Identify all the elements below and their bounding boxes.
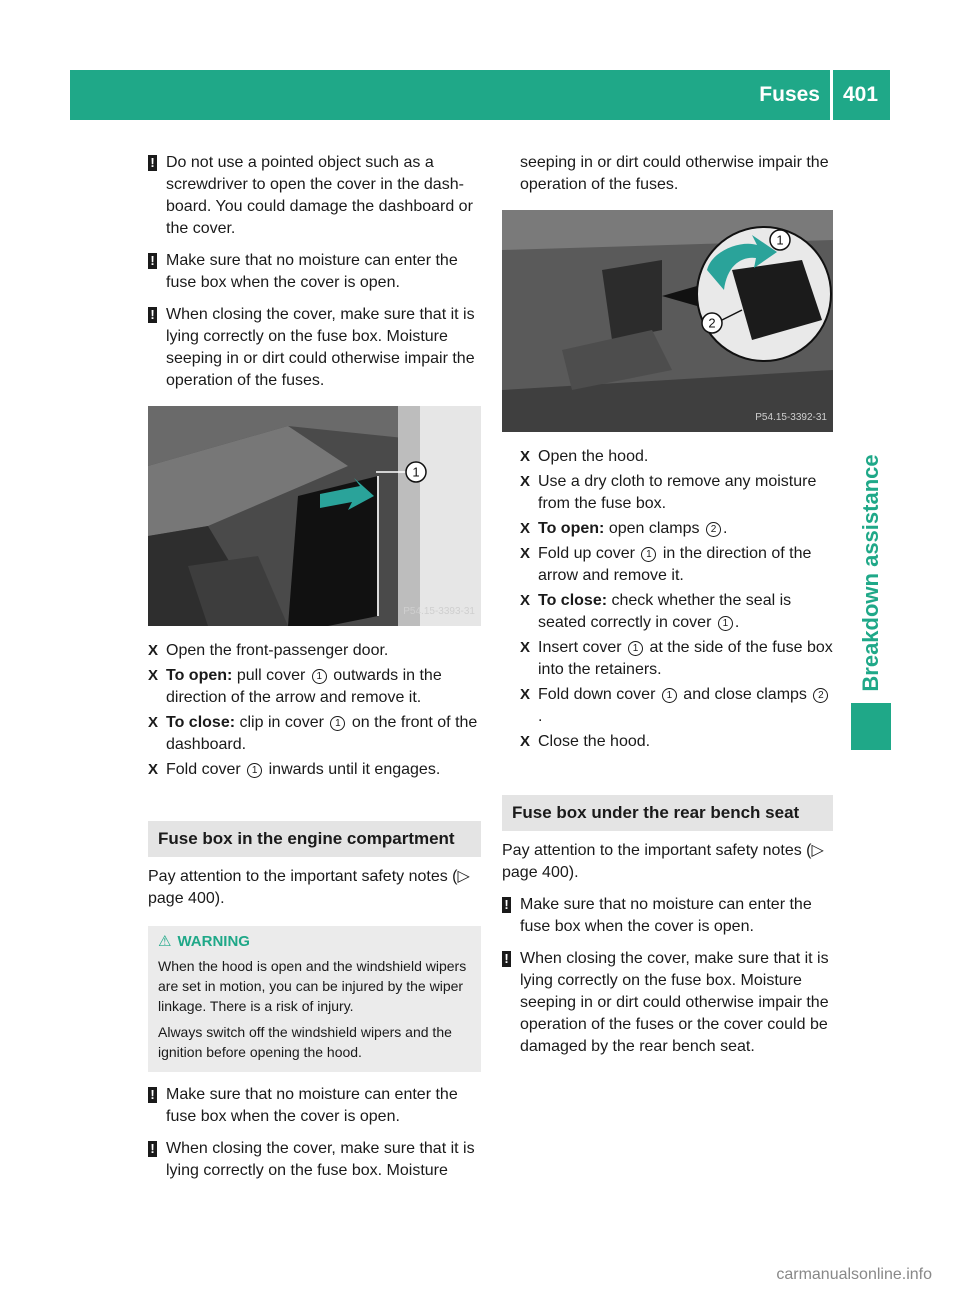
step-marker-icon: X (148, 761, 159, 778)
step-marker-icon: X (520, 473, 531, 490)
intro-text-main: Pay attention to the important safety notes ( (148, 868, 458, 885)
notice (148, 304, 481, 392)
notice-text: Do not use a pointed object such as a screwdriver to open the cover in the dashboard. You could damage the dashboard or the cover. (166, 154, 473, 237)
warning-text: When the hood is open and the windshield wipers are set in motion, you can be injured by the wiper linkage. There is a risk of injury. (158, 958, 467, 1014)
step-text: at the side of the fuse box into the retainers. (538, 639, 833, 678)
step-marker-icon: X (148, 714, 159, 731)
notice (148, 1084, 481, 1128)
intro-text (502, 840, 833, 884)
notice (148, 152, 481, 240)
step-marker-icon: X (520, 520, 531, 537)
step-text: pull cover (236, 667, 306, 684)
step-text: check whether the seal is seated correctly in cover (538, 592, 792, 631)
side-tab-label: Breakdown assistance (858, 454, 883, 692)
exclamation-icon: ! (148, 1141, 157, 1157)
warning-box (148, 926, 481, 1072)
step-text: Open the front-passenger door. (166, 642, 389, 659)
callout-1: 1 (330, 716, 345, 731)
step-text: . (722, 520, 728, 537)
step-text: Insert cover (538, 639, 622, 656)
callout-1: 1 (628, 641, 643, 656)
callout-1: 1 (312, 669, 327, 684)
step-marker-icon: X (520, 448, 531, 465)
step-marker-icon: X (520, 545, 531, 562)
step-text: clip in cover (239, 714, 324, 731)
step-text: Use a dry cloth to remove any moisture from the fuse box. (538, 473, 817, 512)
step (148, 640, 481, 662)
step-text: Close the hood. (538, 733, 651, 750)
step-text: Fold down cover (538, 686, 656, 703)
step-label: To open: (166, 667, 233, 684)
warning-heading (158, 932, 471, 952)
step-text: on the front of the dashboard. (166, 714, 478, 753)
side-tab-marker (851, 703, 891, 750)
callout-1: 1 (776, 232, 784, 248)
notice-text: When closing the cover, make sure that it is lying correctly on the fuse box. Moisture seeping in or dirt could otherwise impair the operation of the fuses or the cover could be damaged by the rear bench seat. (520, 950, 829, 1055)
exclamation-icon: ! (148, 155, 157, 171)
page-reference[interactable]: page 400). (502, 864, 579, 881)
step (520, 590, 833, 634)
notice-text: Make sure that no moisture can enter the fuse box when the cover is open. (166, 1086, 458, 1125)
notice-text: When closing the cover, make sure that it is lying correctly on the fuse box. Moisture seeping in or dirt could otherwise impair the operation of the fuses. (166, 306, 475, 389)
intro-text-main: Pay attention to the important safety notes ( (502, 842, 812, 859)
step-text: Fold cover (166, 761, 241, 778)
side-tab (851, 448, 891, 698)
right-column (502, 152, 833, 1068)
warning-title: WARNING (177, 933, 250, 950)
callout-1: 1 (412, 464, 420, 480)
notice (502, 948, 833, 1058)
step (520, 471, 833, 515)
dashboard-fuse-photo (148, 406, 481, 626)
notice-text: When closing the cover, make sure that it is lying correctly on the fuse box. Moisture (166, 1140, 475, 1179)
callout-2: 2 (706, 522, 721, 537)
step-text: in the direction of the arrow and remove it. (538, 545, 812, 584)
section-title: Fuse box in the engine compartment (148, 821, 481, 857)
exclamation-icon: ! (502, 951, 511, 967)
step-text: outwards in the direction of the arrow and remove it. (166, 667, 442, 706)
photo-code: P54.15-3392-31 (755, 412, 827, 423)
section-title: Fuse box under the rear bench seat (502, 795, 833, 831)
page-number: 401 (843, 83, 879, 106)
step (148, 759, 481, 781)
warning-text: Always switch off the windshield wipers and the ignition before opening the hood. (158, 1024, 452, 1060)
page-header (70, 70, 890, 120)
chapter-title: Fuses (759, 83, 820, 106)
step-text: Open the hood. (538, 448, 649, 465)
notice (148, 250, 481, 294)
step-label: To close: (538, 592, 608, 609)
header-divider (830, 70, 833, 120)
exclamation-icon: ! (148, 1087, 157, 1103)
page-reference-arrow-icon: ▷ (811, 842, 824, 859)
notice-text: Make sure that no moisture can enter the fuse box when the cover is open. (166, 252, 458, 291)
callout-1: 1 (641, 547, 656, 562)
continued-text: seeping in or dirt could otherwise impair the operation of the fuses. (520, 154, 829, 193)
exclamation-icon: ! (148, 253, 157, 269)
warning-triangle-icon: ⚠ (158, 933, 172, 950)
step-label: To close: (166, 714, 236, 731)
step (520, 684, 833, 728)
step-label: To open: (538, 520, 605, 537)
page-reference[interactable]: page 400). (148, 890, 225, 907)
callout-2: 2 (813, 688, 828, 703)
step-text: . (734, 614, 740, 631)
step (148, 665, 481, 709)
callout-1: 1 (718, 616, 733, 631)
callout-1: 1 (662, 688, 677, 703)
exclamation-icon: ! (502, 897, 511, 913)
step-text: and close clamps (683, 686, 807, 703)
step-marker-icon: X (148, 642, 159, 659)
engine-fuse-photo (502, 210, 833, 432)
photo-code: P54.15-3393-31 (403, 606, 475, 617)
callout-2: 2 (708, 315, 716, 331)
step (520, 637, 833, 681)
intro-text (148, 866, 481, 910)
notice-text: Make sure that no moisture can enter the fuse box when the cover is open. (520, 896, 812, 935)
step-marker-icon: X (148, 667, 159, 684)
page-reference-arrow-icon: ▷ (457, 868, 470, 885)
step (520, 731, 833, 753)
step-marker-icon: X (520, 639, 531, 656)
notice (148, 1138, 481, 1182)
exclamation-icon: ! (148, 307, 157, 323)
step-marker-icon: X (520, 592, 531, 609)
step-text: . (538, 708, 543, 725)
step (520, 518, 833, 540)
step-marker-icon: X (520, 686, 531, 703)
notice (502, 894, 833, 938)
step-marker-icon: X (520, 733, 531, 750)
step (148, 712, 481, 756)
engine-compartment-illustration (502, 210, 833, 432)
dashboard-illustration (148, 406, 481, 626)
step (520, 446, 833, 468)
footer-watermark: carmanualsonline.info (776, 1266, 932, 1283)
step (520, 543, 833, 587)
left-column (148, 152, 481, 1192)
step-text: Fold up cover (538, 545, 635, 562)
step-text: inwards until it engages. (268, 761, 441, 778)
step-text: open clamps (608, 520, 700, 537)
callout-1: 1 (247, 763, 262, 778)
